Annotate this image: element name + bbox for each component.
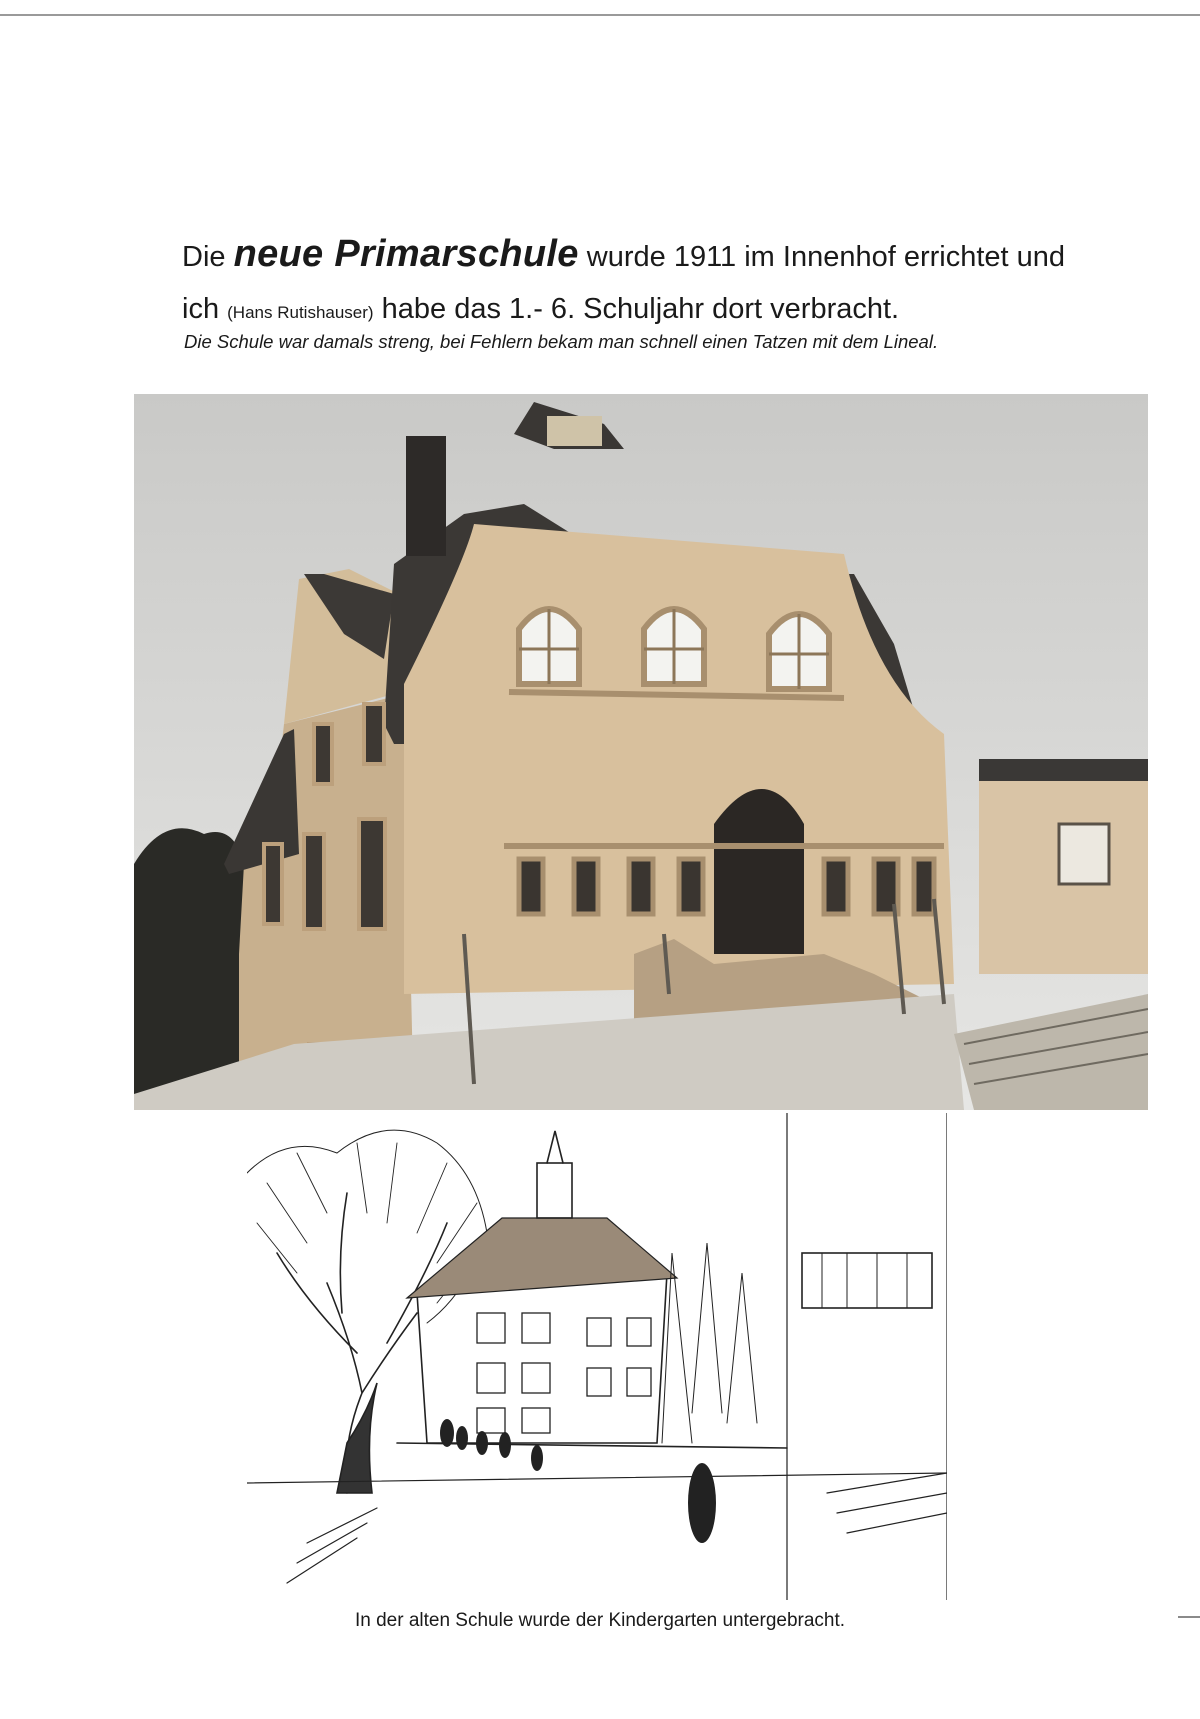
intro-note: Die Schule war damals streng, bei Fehlern bekam man schnell einen Tatzen mit dem Lineal. xyxy=(184,331,939,352)
intro-line2-rest: habe das 1.- 6. Schuljahr dort verbracht. xyxy=(373,293,900,325)
intro-text xyxy=(182,228,1142,339)
scan-edge-mark xyxy=(1178,1616,1200,1618)
intro-line1-rest: wurde 1911 im Innenhof errichtet und xyxy=(578,241,1066,273)
old-school-sketch xyxy=(247,1113,947,1600)
intro-line2-start: ich xyxy=(182,293,228,325)
intro-lead: Die xyxy=(182,241,234,273)
intro-emphasis: neue Primarschule xyxy=(233,233,579,275)
intro-line-1 xyxy=(182,228,1142,283)
school-photo xyxy=(134,394,1148,1110)
sketch-caption: In der alten Schule wurde der Kindergarten untergebracht. xyxy=(354,1610,846,1631)
scan-edge-line xyxy=(0,14,1200,16)
intro-author: (Hans Rutishauser) xyxy=(227,303,374,322)
